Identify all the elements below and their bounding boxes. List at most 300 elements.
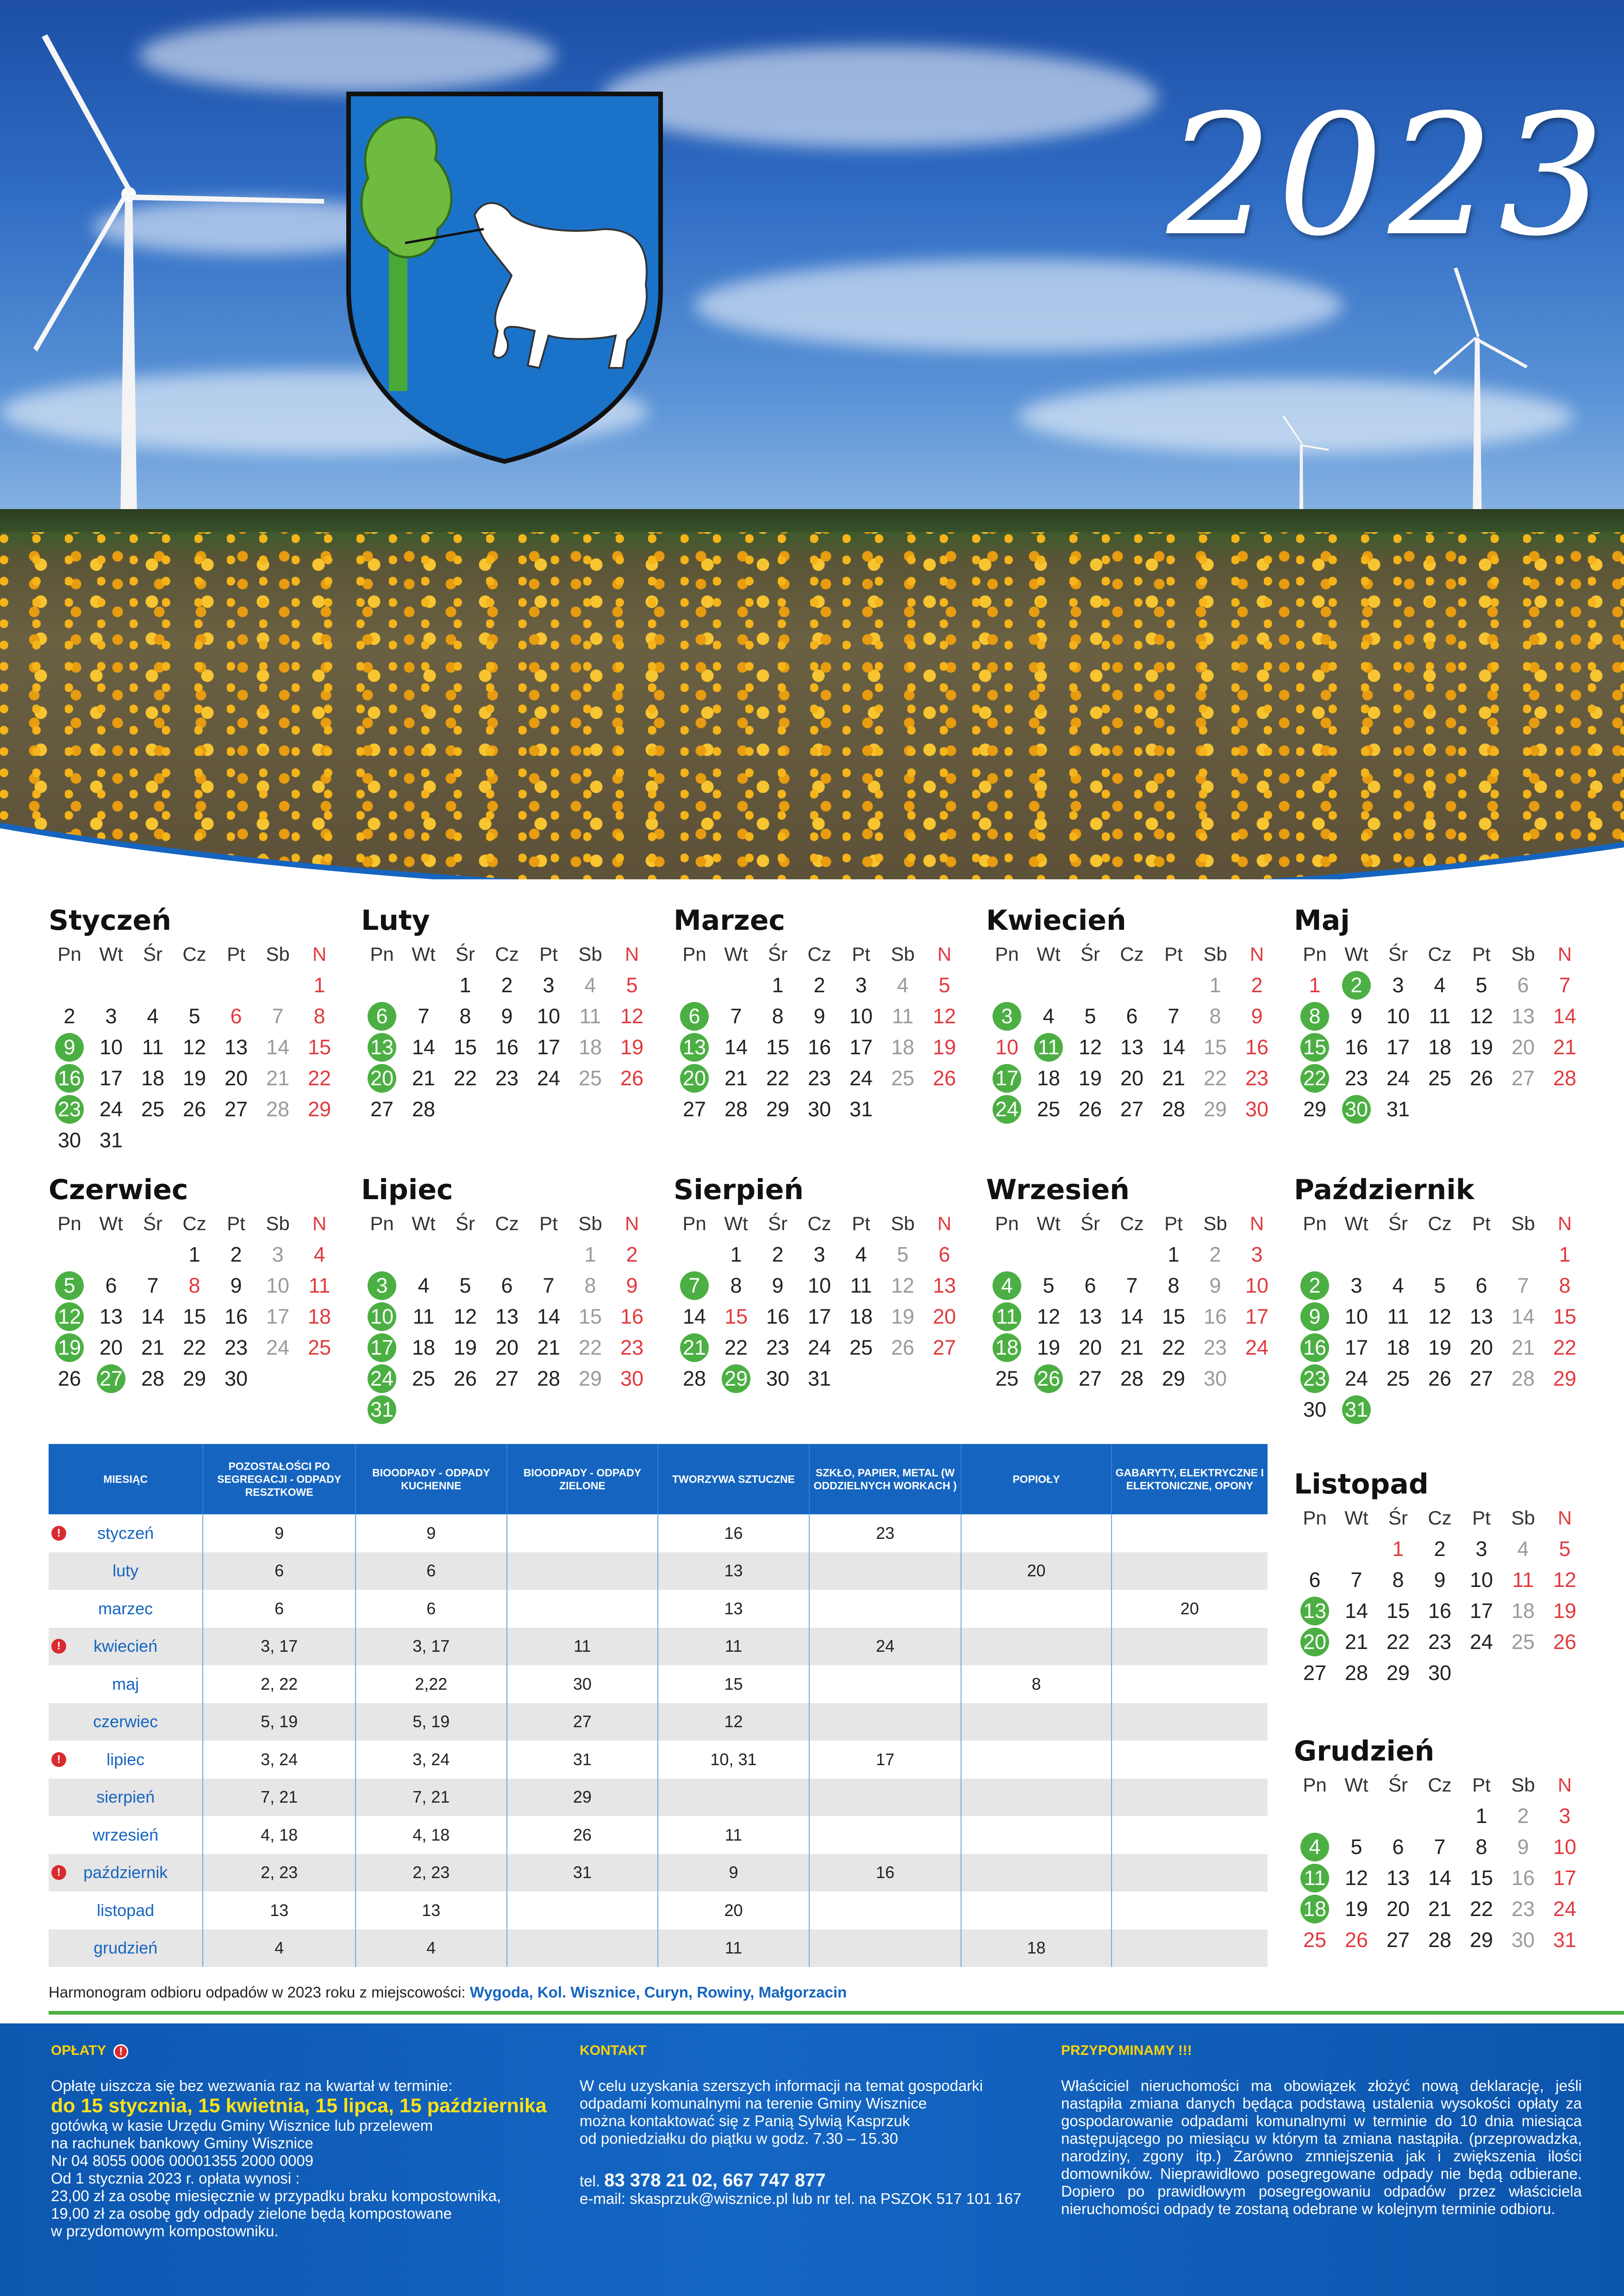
day-cell: 19 [1037,1336,1061,1359]
col-header-plastics: TWORZYWA SZTUCZNE [658,1444,809,1514]
day-cell: 20 [1386,1897,1410,1921]
row-month [49,1590,203,1628]
contact-line-4: od poniedziałku do piątku w godz. 7.30 – 15.30 [580,2130,899,2147]
day-cell: 25 [1037,1097,1061,1121]
day-cell: 14 [266,1035,290,1059]
month-4 [1294,902,1577,1125]
weekday-header: Pt [539,943,558,965]
day-cell: 31 [1386,1097,1410,1121]
waste-schedule-table [49,1444,1268,1967]
day-cell: 27 [1469,1367,1493,1390]
day-cell: 19 [1469,1035,1493,1059]
col-header-month: MIESIĄC [49,1444,203,1514]
day-cell: 10 [1553,1835,1577,1859]
day-cell: 7 [1168,1004,1180,1028]
day-cell: 22 [182,1336,206,1359]
table-cell: 15 [658,1665,809,1703]
day-cell: 22 [724,1336,748,1359]
collection-day: 11 [1028,1032,1069,1063]
day-cell: 15 [307,1035,331,1059]
day-cell: 7 [272,1004,284,1028]
weekday-header: Wt [724,1213,748,1234]
day-cell: 17 [1553,1866,1577,1890]
day-cell: 23 [495,1066,519,1090]
row-month [49,1892,203,1929]
day-cell: 10 [849,1004,873,1028]
day-cell: 12 [1469,1004,1493,1028]
day-cell: 25 [307,1336,331,1359]
table-cell: 6 [203,1552,356,1590]
day-cell: 28 [1344,1661,1368,1685]
weekday-header: Wt [99,943,123,965]
col-header-bio-kitchen: BIOODPADY - ODPADY KUCHENNE [356,1444,507,1514]
day-cell: 24 [1245,1336,1269,1359]
day-cell: 8 [313,1004,325,1028]
day-cell: 29 [1162,1367,1186,1390]
day-cell: 19 [1344,1897,1368,1921]
day-cell: 1 [1559,1243,1571,1266]
weekday-header: Śr [1388,1507,1408,1529]
empty-cell [132,970,174,1001]
day-cell: 18 [1511,1599,1535,1623]
day-cell: 14 [1511,1305,1535,1328]
day-cell: 22 [453,1066,477,1090]
day-cell: 29 [1553,1367,1577,1390]
day-cell: 10 [1344,1305,1368,1328]
month-grid [986,939,1269,1125]
weekday-header: Pn [57,1213,81,1234]
day-cell: 15 [1469,1866,1493,1890]
month-grid [1294,1769,1577,1955]
day-cell: 17 [537,1035,561,1059]
day-cell: 19 [932,1035,956,1059]
empty-cell [1377,1800,1419,1831]
row-month-label: czerwiec [93,1712,158,1731]
empty-cell [1336,1239,1377,1270]
weekday-header: N [1557,1507,1572,1529]
fees-line-7: 19,00 zł za osobę gdy odpady zielone będą kompostowane [51,2205,452,2222]
day-cell: 18 [307,1305,331,1328]
day-cell: 2 [1251,973,1263,997]
table-cell: 7, 21 [356,1779,507,1817]
weekday-header: Pn [370,943,394,965]
wave-divider [0,805,1624,879]
day-cell: 5 [188,1004,200,1028]
table-cell: 20 [961,1552,1111,1590]
table-cell: 5, 19 [203,1703,356,1741]
table-cell [961,1892,1111,1929]
weekday-header: Cz [182,943,206,965]
day-cell: 3 [1392,973,1404,997]
day-cell: 1 [1475,1804,1487,1828]
empty-cell [674,1239,715,1270]
day-cell: 30 [1203,1367,1227,1390]
row-month-label: styczeń [97,1523,154,1543]
weekday-header: Śr [143,943,162,965]
day-cell: 2 [626,1243,638,1266]
day-cell: 8 [1209,1004,1221,1028]
weekday-header: Pt [227,1213,245,1234]
day-cell: 5 [1475,973,1487,997]
empty-cell [1419,1800,1461,1831]
collection-day: 21 [674,1332,715,1363]
month-6 [361,1172,644,1425]
table-cell: 12 [658,1703,809,1741]
month-title: Lipiec [361,1174,453,1206]
day-cell: 27 [370,1097,394,1121]
day-cell: 28 [412,1097,436,1121]
empty-cell [1336,1800,1377,1831]
day-cell: 26 [932,1066,956,1090]
day-cell: 27 [495,1367,519,1390]
collection-day: 13 [1294,1595,1336,1626]
table-row [49,1552,1268,1590]
weekday-header: N [937,943,952,965]
table-cell: 3, 17 [356,1628,507,1666]
day-cell: 4 [1434,973,1446,997]
day-cell: 23 [224,1336,248,1359]
day-cell: 23 [1428,1630,1452,1654]
empty-cell [1502,1239,1544,1270]
day-cell: 24 [537,1066,561,1090]
day-cell: 4 [313,1243,325,1266]
day-cell: 18 [1386,1336,1410,1359]
table-row [49,1514,1268,1552]
month-title: Sierpień [674,1174,804,1206]
month-8 [986,1172,1269,1394]
weekday-header: Śr [456,943,475,965]
table-cell: 6 [356,1552,507,1590]
table-row [49,1703,1268,1741]
day-cell: 10 [1245,1274,1269,1297]
day-cell: 14 [724,1035,748,1059]
day-cell: 18 [891,1035,915,1059]
day-cell: 20 [224,1066,248,1090]
day-cell: 2 [1209,1243,1221,1266]
day-cell: 5 [459,1274,471,1297]
row-month [49,1816,203,1854]
day-cell: 7 [1350,1568,1362,1592]
table-cell: 13 [658,1590,809,1628]
month-grid [49,939,331,1156]
day-cell: 6 [1392,1835,1404,1859]
empty-cell [1153,970,1194,1001]
weekday-header: N [312,1213,327,1234]
day-cell: 9 [626,1274,638,1297]
day-cell: 29 [182,1367,206,1390]
collection-day: 8 [1294,1001,1336,1032]
table-cell [1112,1854,1268,1892]
alert-icon: ! [113,2044,128,2059]
table-cell: 11 [658,1628,809,1666]
contact-phone: 83 378 21 02, 667 747 877 [604,2170,826,2190]
day-cell: 4 [897,973,909,997]
weekday-header: Pt [852,943,870,965]
table-cell: 11 [507,1628,658,1666]
day-cell: 27 [1386,1928,1410,1952]
fees-line-6: 23,00 zł za osobę miesięcznie w przypadku braku kompostownika, [51,2187,501,2204]
day-cell: 25 [1386,1367,1410,1390]
day-cell: 19 [891,1305,915,1328]
day-cell: 5 [938,973,950,997]
fees-line-8: w przydomowym kompostowniku. [51,2222,279,2240]
day-cell: 17 [1245,1305,1269,1328]
day-cell: 4 [855,1243,867,1266]
empty-cell [1028,970,1069,1001]
table-cell [1112,1552,1268,1590]
table-cell: 4 [203,1929,356,1967]
day-cell: 26 [57,1367,81,1390]
day-cell: 3 [855,973,867,997]
weekday-header: N [1249,943,1264,965]
col-header-bulky: GABARYTY, ELEKTRYCZNE I ELEKTONICZNE, OPONY [1112,1444,1268,1514]
table-cell [809,1892,962,1929]
day-cell: 7 [543,1274,555,1297]
day-cell: 7 [1434,1835,1446,1859]
month-grid [1294,939,1577,1125]
table-header-row [49,1444,1268,1514]
empty-cell [1461,1239,1502,1270]
alert-icon: ! [51,1639,66,1654]
day-cell: 8 [188,1274,200,1297]
table-cell [809,1816,962,1854]
weekday-header: Cz [1428,1507,1452,1529]
table-cell [507,1552,658,1590]
reminder-text: Właściciel nieruchomości ma obowiązek złożyć nową deklarację, jeśli nastąpiła zmiana danych będąca podstawą ustalenia wysokości opłaty za gospodarowanie odpadami komunalnymi w terminie do 10 dnia miesiąca następującego po miesiącu w którym ta zmiana nastąpiła. (przeprowadzka, narodziny, zgony itp.) Zarówno zmniejszenia jak i zwiększenia ilości domowników. Nieprawidłowo posegregowane odpady nie będą odbierane. Dopiero po prawidłowym posegregowaniu odpadów przez właściciela nieruchomości odpady te zostaną odebrane w kolejnym terminie odbioru. [1061,2077,1582,2217]
weekday-header: Pn [682,1213,706,1234]
weekday-header: Śr [1388,943,1408,965]
day-cell: 13 [1386,1866,1410,1890]
day-cell: 9 [230,1274,242,1297]
day-cell: 8 [772,1004,784,1028]
collection-day: 2 [1336,970,1377,1001]
day-cell: 30 [1428,1661,1452,1685]
row-month [49,1929,203,1967]
weekday-header: Pn [995,1213,1019,1234]
collection-day: 18 [1294,1893,1336,1924]
day-cell: 30 [1511,1928,1535,1952]
empty-cell [1069,970,1111,1001]
day-cell: 1 [1168,1243,1180,1266]
day-cell: 11 [579,1004,601,1028]
day-cell: 25 [141,1097,165,1121]
day-cell: 9 [1434,1568,1446,1592]
month-title: Luty [361,904,430,937]
contact-line-2: odpadami komunalnymi na terenie Gminy Wisznice [580,2095,927,2112]
row-month [49,1665,203,1703]
day-cell: 10 [995,1035,1019,1059]
day-cell: 27 [682,1097,706,1121]
table-cell: 6 [203,1590,356,1628]
table-row [49,1929,1268,1967]
day-cell: 5 [626,973,638,997]
month-5 [49,1172,331,1394]
day-cell: 13 [1078,1305,1102,1328]
weekday-header: Pn [995,943,1019,965]
day-cell: 2 [63,1004,75,1028]
day-cell: 12 [1078,1035,1102,1059]
weekday-header: Sb [1511,1774,1535,1796]
day-cell: 10 [99,1035,123,1059]
collection-day: 17 [986,1063,1028,1094]
weekday-header: Wt [412,943,436,965]
day-cell: 1 [730,1243,742,1266]
table-cell [507,1514,658,1552]
month-grid [674,939,956,1125]
day-cell: 24 [266,1336,290,1359]
fees-line-3: na rachunek bankowy Gminy Wisznice [51,2134,313,2152]
day-cell: 22 [307,1066,331,1090]
day-cell: 13 [495,1305,519,1328]
collection-day: 6 [361,1001,403,1032]
collection-day: 29 [715,1363,757,1394]
coat-of-arms-logo [345,90,664,465]
day-cell: 9 [813,1004,825,1028]
weekday-header: N [1249,1213,1264,1234]
table-cell: 10, 31 [658,1741,809,1779]
day-cell: 16 [1245,1035,1269,1059]
day-cell: 1 [313,973,325,997]
day-cell: 10 [1469,1568,1493,1592]
table-cell [1112,1628,1268,1666]
day-cell: 31 [99,1128,123,1152]
day-cell: 14 [141,1305,165,1328]
day-cell: 23 [807,1066,831,1090]
day-cell: 20 [1078,1336,1102,1359]
day-cell: 7 [147,1274,159,1297]
collection-day: 17 [361,1332,403,1363]
table-cell: 9 [203,1514,356,1552]
alert-icon: ! [51,1526,66,1541]
day-cell: 16 [807,1035,831,1059]
day-cell: 30 [1245,1097,1269,1121]
empty-cell [49,970,90,1001]
day-cell: 4 [418,1274,430,1297]
day-cell: 6 [1309,1568,1321,1592]
table-cell: 2, 22 [203,1665,356,1703]
table-cell [809,1665,962,1703]
day-cell: 15 [453,1035,477,1059]
weekday-header: Sb [891,943,915,965]
fees-section [51,2042,551,2240]
table-cell: 11 [658,1929,809,1967]
empty-cell [257,970,299,1001]
day-cell: 13 [1511,1004,1535,1028]
contact-title: KONTAKT [580,2043,647,2058]
day-cell: 11 [142,1035,164,1059]
table-cell: 31 [507,1854,658,1892]
fees-line-5: Od 1 stycznia 2023 r. opłata wynosi : [51,2170,300,2187]
weekday-header: Cz [495,943,519,965]
empty-cell [1294,1239,1336,1270]
row-month-label: październik [83,1863,168,1882]
table-cell: 2, 23 [203,1854,356,1892]
collection-day: 7 [674,1270,715,1301]
day-cell: 29 [1203,1097,1227,1121]
table-cell [1112,1779,1268,1817]
day-cell: 15 [578,1305,602,1328]
table-cell [1112,1665,1268,1703]
day-cell: 26 [1344,1928,1368,1952]
month-title: Wrzesień [986,1174,1130,1206]
year-title: 2023 [1167,79,1610,273]
table-cell: 24 [809,1628,962,1666]
wind-turbine-left [28,19,343,518]
weekday-header: Sb [578,1213,602,1234]
collection-day: 12 [49,1301,90,1332]
day-cell: 1 [1392,1537,1404,1561]
day-cell: 14 [1344,1599,1368,1623]
empty-cell [1028,1239,1069,1270]
day-cell: 13 [224,1035,248,1059]
day-cell: 20 [99,1336,123,1359]
table-cell: 23 [809,1514,962,1552]
table-cell [961,1514,1111,1552]
day-cell: 18 [1037,1066,1061,1090]
day-cell: 7 [1517,1274,1529,1297]
day-cell: 11 [850,1274,872,1297]
weekday-header: Pt [1472,943,1491,965]
collection-day: 16 [49,1063,90,1094]
weekday-header: Pn [370,1213,394,1234]
table-cell: 13 [203,1892,356,1929]
table-row [49,1892,1268,1929]
day-cell: 28 [266,1097,290,1121]
day-cell: 22 [1162,1336,1186,1359]
day-cell: 6 [1084,1274,1096,1297]
month-10 [1294,1466,1577,1688]
day-cell: 22 [1469,1897,1493,1921]
weekday-header: Pn [1303,1507,1327,1529]
day-cell: 8 [584,1274,596,1297]
weekday-header: Śr [1081,1213,1100,1234]
day-cell: 29 [1303,1097,1327,1121]
day-cell: 4 [1392,1274,1404,1297]
weekday-header: Sb [1203,943,1227,965]
day-cell: 20 [1120,1066,1144,1090]
day-cell: 20 [495,1336,519,1359]
collection-day: 20 [1294,1626,1336,1657]
collection-day: 11 [986,1301,1028,1332]
day-cell: 13 [1469,1305,1493,1328]
day-cell: 13 [1120,1035,1144,1059]
schedule-note [49,1984,847,2001]
day-cell: 25 [849,1336,873,1359]
day-cell: 10 [537,1004,561,1028]
empty-cell [1377,1239,1419,1270]
alert-icon: ! [51,1865,66,1880]
day-cell: 30 [224,1367,248,1390]
day-cell: 8 [1168,1274,1180,1297]
day-cell: 19 [620,1035,644,1059]
day-cell: 15 [724,1305,748,1328]
month-title: Maj [1294,904,1350,937]
day-cell: 22 [578,1336,602,1359]
weekday-header: Pt [1164,943,1183,965]
day-cell: 23 [1511,1897,1535,1921]
table-cell: 4 [356,1929,507,1967]
contact-section [580,2042,1066,2208]
month-grid [361,939,644,1125]
day-cell: 7 [1559,973,1571,997]
table-cell: 4, 18 [356,1816,507,1854]
empty-cell [1336,1533,1377,1564]
col-header-glass-paper-metal: SZKŁO, PAPIER, METAL (W ODDZIELNYCH WORKACH ) [809,1444,962,1514]
weekday-header: N [1557,1213,1572,1234]
day-cell: 25 [891,1066,915,1090]
day-cell: 26 [1469,1066,1493,1090]
day-cell: 14 [1553,1004,1577,1028]
